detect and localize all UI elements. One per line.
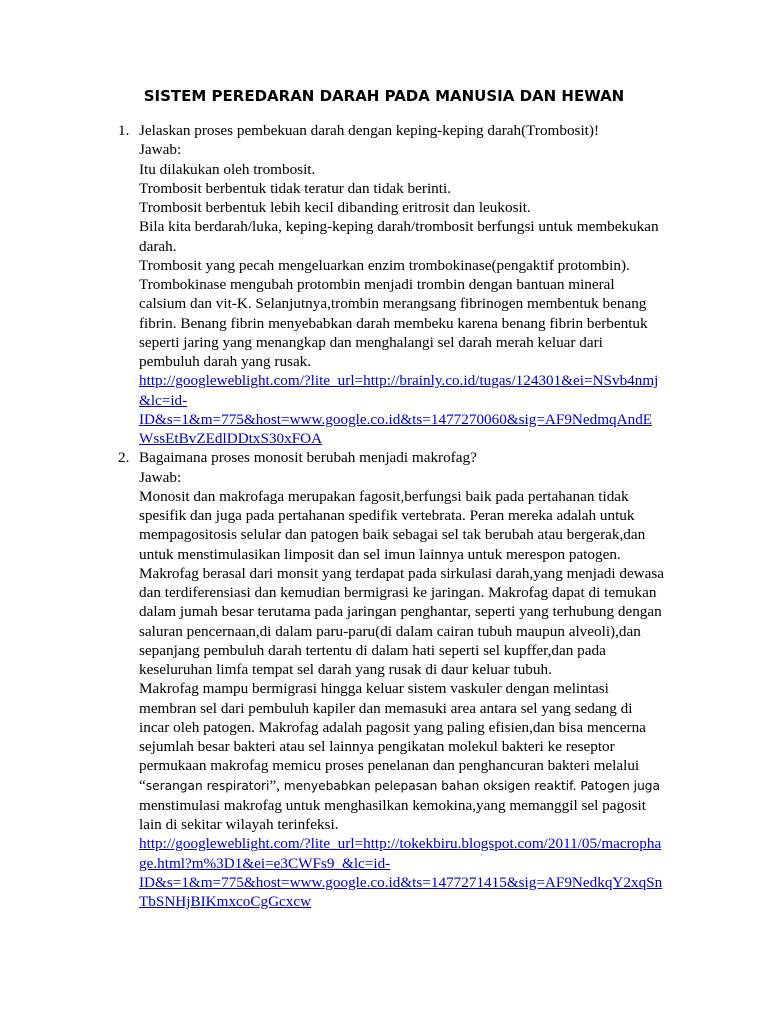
- answer-line: pembuluh darah yang rusak.: [139, 353, 312, 370]
- answer-line: darah.: [139, 237, 177, 255]
- answer-line: dalam jumah besar terutama pada jaringan penghantar, seperti yang terhubung dengan: [139, 603, 662, 621]
- answer-line: Makrofag mampu bermigrasi hingga keluar sistem vaskuler dengan melintasi: [139, 680, 609, 698]
- question-text: Bagaimana proses monosit berubah menjadi makrofag?: [139, 449, 477, 467]
- page-title: SISTEM PEREDARAN DARAH PADA MANUSIA DAN HEWAN: [143, 87, 625, 105]
- question-number: 2.: [118, 449, 130, 467]
- source-link-1[interactable]: ID&s=1&m=775&host=www.google.co.id&ts=1477270060&sig=AF9NedmqAndE: [139, 410, 653, 428]
- answer-line: Bila kita berdarah/luka, keping-keping darah/trombosit berfungsi untuk membekukan: [139, 218, 659, 236]
- answer-line: calsium dan vit-K. Selanjutnya,trombin merangsang fibrinogen membentuk benang: [139, 295, 647, 313]
- answer-line: dan terdiferensiasi dan kemudian bermigrasi ke jaringan. Makrofag dapat di temukan: [139, 584, 657, 601]
- quote-close: ”,: [269, 776, 284, 794]
- answer-fragment: Patogen juga: [576, 778, 660, 793]
- answer-line-mixed: [139, 776, 678, 796]
- source-link-2[interactable]: ge.html?m%3D1&ei=e3CWFs9_&lc=id-: [139, 854, 391, 872]
- answer-line: membran sel dari pembuluh kapiler dan memasuki area antara sel yang sedang di: [139, 699, 633, 717]
- answer-line: keseluruhan limfa tempat sel darah yang rusak di daur keluar tubuh.: [139, 661, 552, 678]
- answer-fragment: menyebabkan pelepasan bahan oksigen reaktif.: [283, 778, 577, 793]
- answer-line: permukaan makrofag memicu proses penelanan dan penghancuran bakteri melalui: [139, 757, 640, 775]
- question-2: [118, 448, 678, 911]
- answer-line: Makrofag berasal dari monsit yang terdapat pada sirkulasi darah,yang menjadi dewasa: [139, 564, 665, 582]
- source-link-2[interactable]: ID&s=1&m=775&host=www.google.co.id&ts=1477271415&sig=AF9NedkqY2xqSn: [139, 873, 663, 891]
- answer-line: sejumlah besar bakteri atau sel lainnya pengikatan molekul bakteri ke reseptor: [139, 738, 615, 755]
- source-link-2[interactable]: TbSNHjBIKmxcoCgGcxcw: [139, 893, 312, 910]
- answer-line: lain di sekitar wilayah terinfeksi.: [139, 816, 339, 833]
- answer-line: saluran pencernaan,di dalam paru-paru(di dalam cairan tubuh maupun alveoli),dan: [139, 622, 641, 640]
- question-number: 1.: [118, 122, 130, 139]
- answer-line: Trombosit berbentuk lebih kecil dibanding eritrosit dan leukosit.: [139, 199, 531, 216]
- source-link-2[interactable]: http://googleweblight.com/?lite_url=http://tokekbiru.blogspot.com/2011/05/macropha: [139, 835, 662, 853]
- source-link-1[interactable]: &lc=id-: [139, 391, 188, 409]
- answer-line: fibrin. Benang fibrin menyebabkan darah membeku karena benang fibrin berbentuk: [139, 314, 648, 332]
- answer-line: sepanjang pembuluh darah tertentu di dalam hati seperti sel kupffer,dan pada: [139, 641, 606, 659]
- answer-label: Jawab:: [139, 468, 182, 486]
- answer-line: Itu dilakukan oleh trombosit.: [139, 160, 316, 178]
- answer-line: Monosit dan makrofaga merupakan fagosit,berfungsi baik pada pertahanan tidak: [139, 487, 629, 505]
- answer-line: menstimulasi makrofag untuk menghasilkan kemokina,yang memanggil sel pagosit: [139, 796, 646, 814]
- answer-line: Trombosit yang pecah mengeluarkan enzim trombokinase(pengaktif protombin).: [139, 256, 630, 274]
- answer-line: mempagositosis selular dan patogen baik sebagai sel tak berubah atau bergerak,dan: [139, 526, 646, 544]
- source-link-1[interactable]: http://googleweblight.com/?lite_url=http://brainly.co.id/tugas/124301&ei=NSvb4nmj: [139, 372, 659, 390]
- question-1: [118, 121, 678, 448]
- question-list: [118, 121, 678, 911]
- quote-open: “: [139, 776, 146, 794]
- answer-line: seperti jaring yang menangkap dan menghalangi sel darah merah keluar dari: [139, 333, 603, 351]
- answer-line: Trombosit berbentuk tidak teratur dan tidak berinti.: [139, 179, 451, 197]
- question-text: Jelaskan proses pembekuan darah dengan keping-keping darah(Trombosit)!: [139, 122, 599, 139]
- answer-line: incar oleh patogen. Makrofag adalah pagosit yang paling efisien,dan bisa mencerna: [139, 718, 646, 736]
- quoted-term: serangan respiratori: [145, 778, 270, 793]
- answer-line: spesifik dan juga pada pertahanan spedifik vertebrata. Peran mereka adalah untuk: [139, 507, 635, 524]
- answer-line: untuk menstimulasikan limposit dan sel imun lainnya untuk merespon patogen.: [139, 545, 621, 563]
- answer-label: Jawab:: [139, 141, 182, 159]
- source-link-1[interactable]: WssEtBvZEdlDDtxS30xFOA: [139, 430, 323, 447]
- answer-line: Trombokinase mengubah protombin menjadi trombin dengan bantuan mineral: [139, 276, 615, 293]
